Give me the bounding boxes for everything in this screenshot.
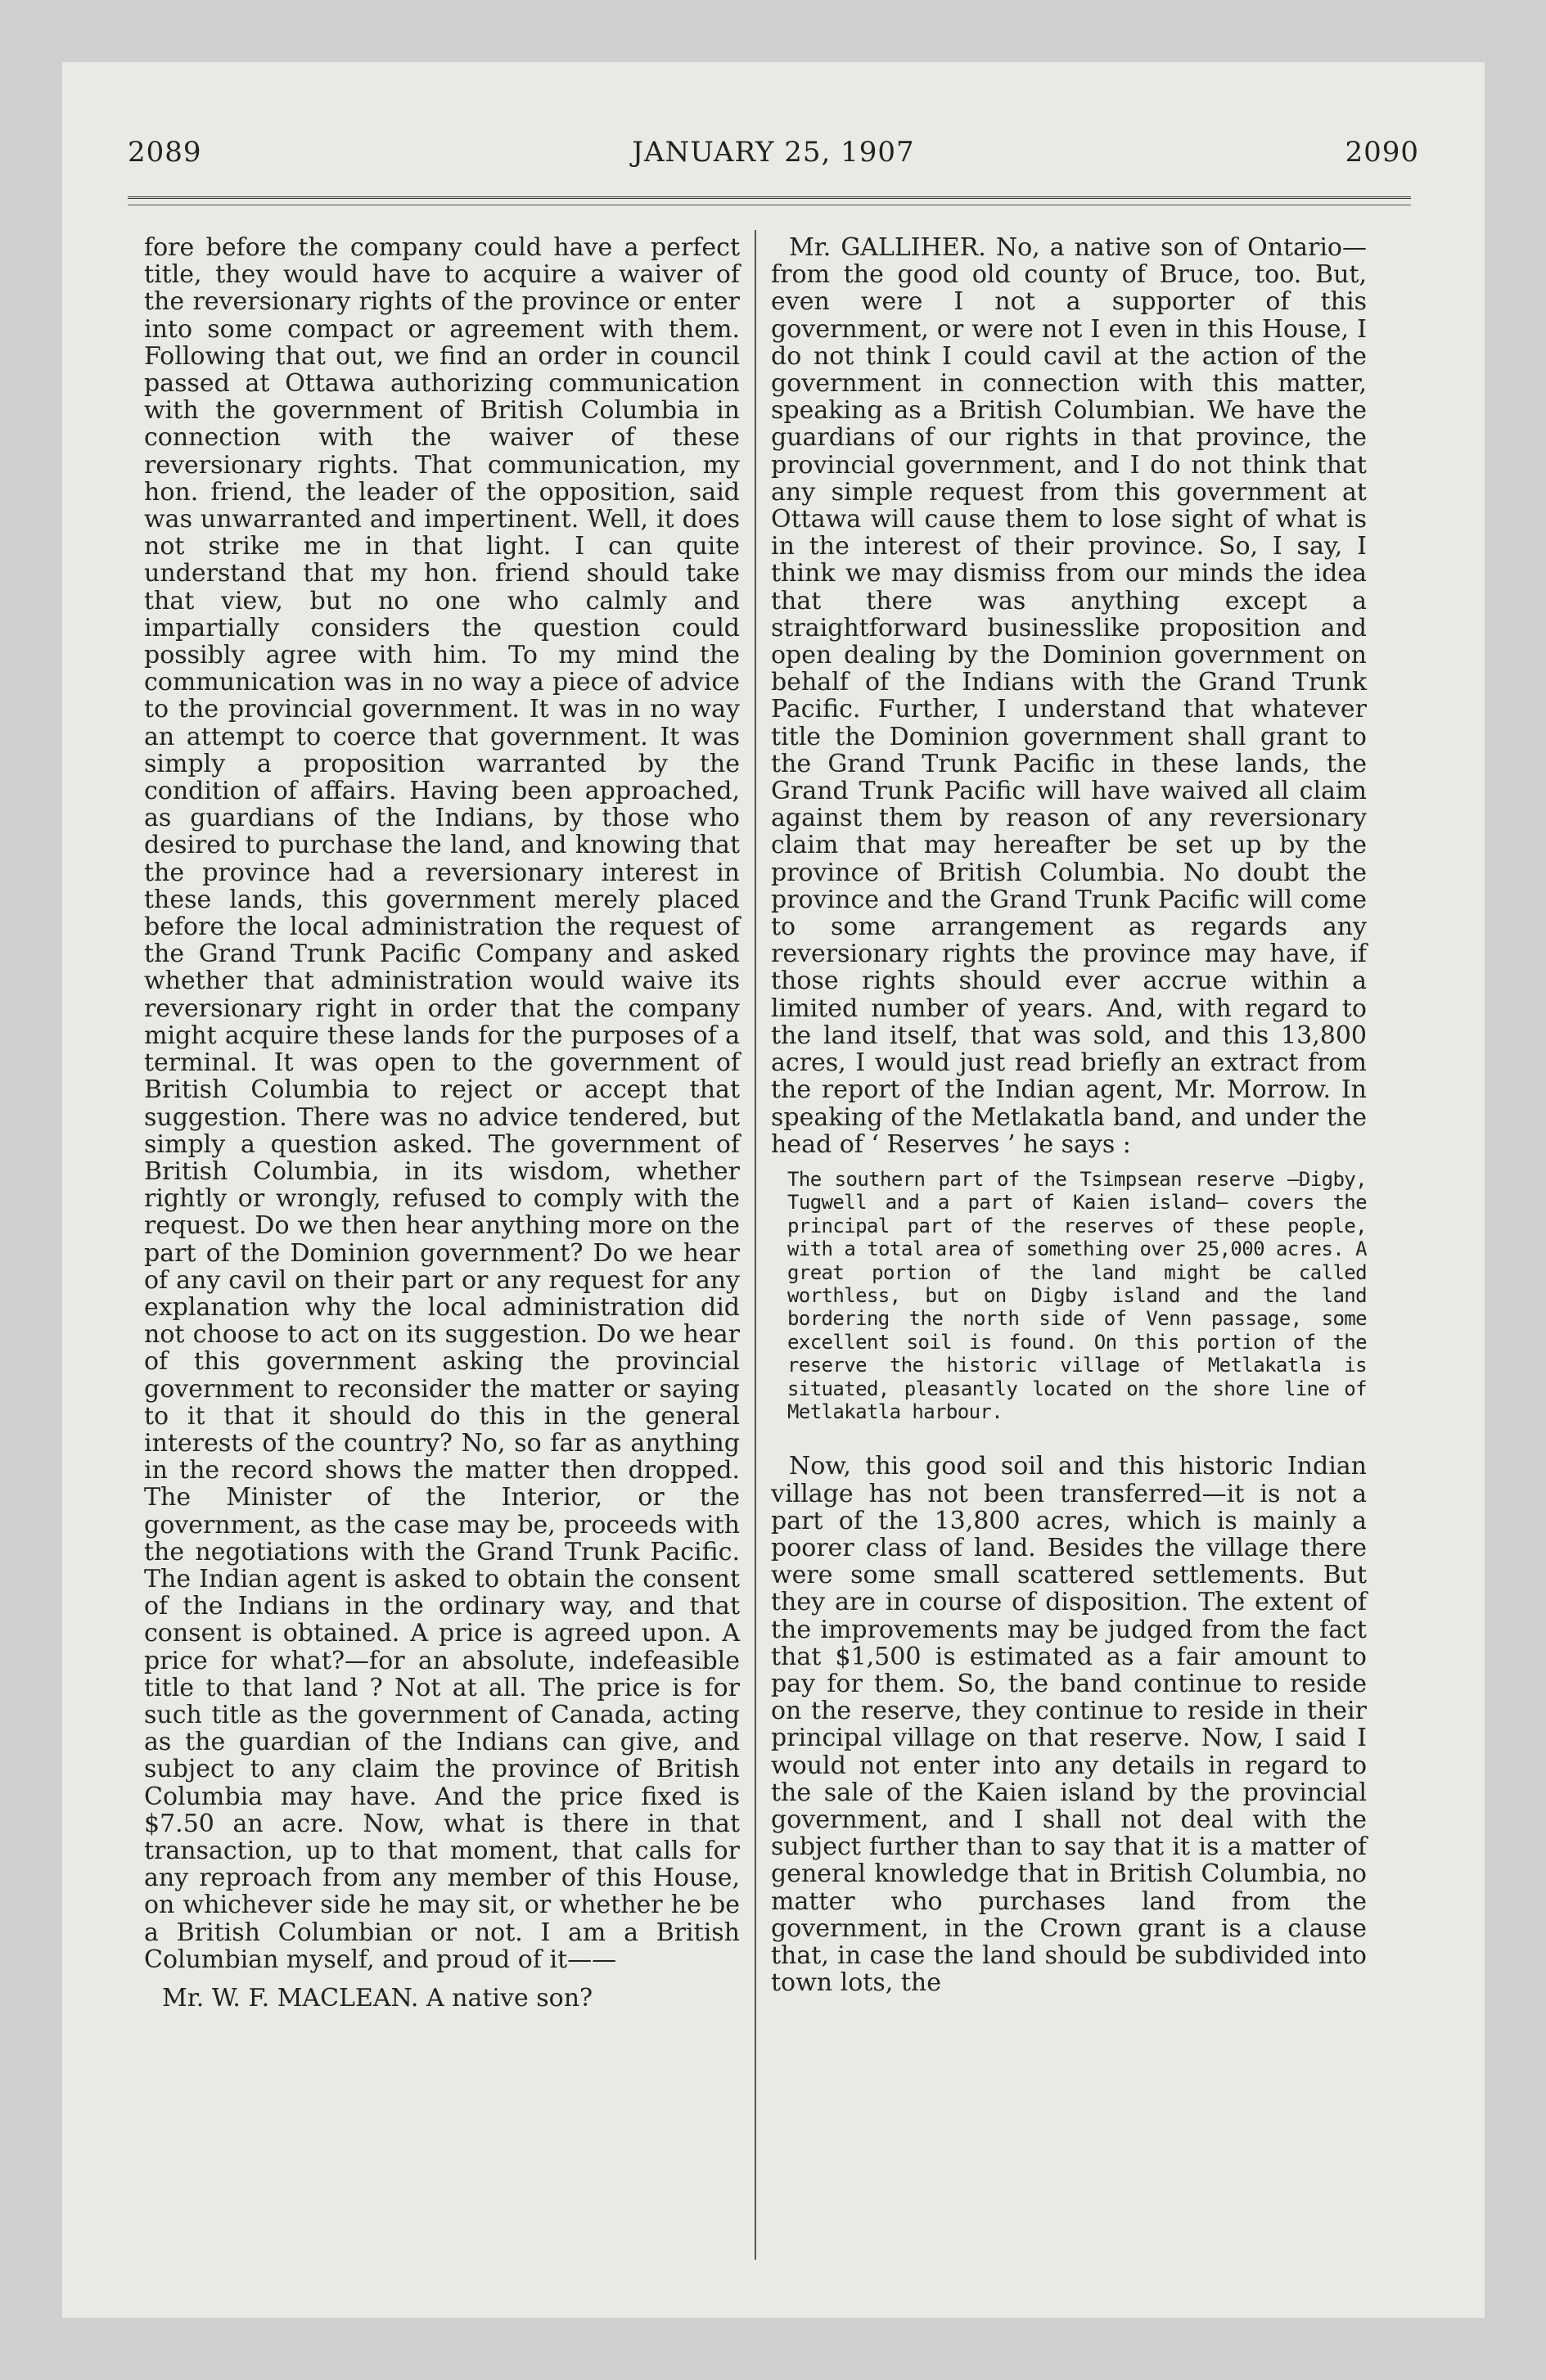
left-column	[144, 234, 740, 2012]
block-quote-report: The southern part of the Tsimpsean reserve —Digby, Tugwell and a part of Kaien island— covers the principal part of the reserves of these people, with a total area of something over 25,000 acres. A great portion of the land might be called worthless, but on Digby island and the land bordering the north side of Venn passage, some excellent soil is found. On this portion of the reserve the historic village of Metlakatla is situated, pleasantly located on the shore line of Metlakatla harbour.	[787, 1167, 1367, 1423]
running-head-date: JANUARY 25, 1907	[632, 136, 915, 169]
interjection-maclean: Mr. W. F. MACLEAN. A native son?	[162, 1984, 593, 2013]
document-page	[62, 62, 1485, 2318]
page-header	[128, 136, 1419, 177]
header-rule-double	[128, 196, 1411, 199]
left-column-body: fore before the company could have a perfect title, they would have to acquire a waiver of the reversionary rights of the province or enter into some compact or agreement with them. Following that out, we find an order in council passed at Ottawa authorizing communication with the government of British Columbia in connection with the waiver of these reversionary rights. That communication, my hon. friend, the leader of the opposition, said was unwarranted and impertinent. Well, it does not strike me in that light. I can quite understand that my hon. friend should take that view, but no one who calmly and impartially considers the question could possibly agree with him. To my mind the communication was in no way a piece of advice to the provincial government. It was in no way an attempt to coerce that government. It was simply a proposition warranted by the condition of affairs. Having been approached, as guardians of the Indians, by those who desired to purchase the land, and knowing that the province had a reversionary interest in these lands, this government merely placed before the local administration the request of the Grand Trunk Pacific Company and asked whether that administration would waive its reversionary right in order that the company might acquire these lands for the purposes of a terminal. It was open to the government of British Columbia to reject or accept that suggestion. There was no advice tendered, but simply a question asked. The government of British Columbia, in its wisdom, whether rightly or wrongly, refused to comply with the request. Do we then hear anything more on the part of the Dominion government? Do we hear of any cavil on their part or any request for any explanation why the local administration did not choose to act on its suggestion. Do we hear of this government asking the provincial government to reconsider the matter or saying to it that it should do this in the general interests of the country? No, so far as anything in the record shows the matter then dropped. The Minister of the Interior, or the government, as the case may be, proceeds with the negotiations with the Grand Trunk Pacific. The Indian agent is asked to obtain the consent of the Indians in the ordinary way, and that consent is obtained. A price is agreed upon. A price for what?—for an absolute, indefeasible title to that land ? Not at all. The price is for such title as the government of Canada, acting as the guardian of the Indians can give, and subject to any claim the province of British Columbia may have. And the price fixed is $7.50 an acre. Now, what is there in that transaction, up to that moment, that calls for any reproach from any member of this House, on whichever side he may sit, or whether he be a British Columbian or not. I am a British Columbian myself, and proud of it——	[144, 233, 740, 1974]
column-divider	[755, 230, 756, 2260]
right-column-continuation: Now, this good soil and this historic Indian village has not been transferred—it is not a part of the 13,800 acres, which is mainly a poorer class of land. Besides the village there were some small scattered settlements. But they are in course of disposition. The extent of the improvements may be judged from the fact that $1,500 is estimated as a fair amount to pay for them. So, the band continue to reside on the reserve, they continue to reside in their principal village on that reserve. Now, I said I would not enter into any details in regard to the sale of the Kaien island by the provincial government, and I shall not deal with the subject further than to say that it is a matter of general knowledge that in British Columbia, no matter who purchases land from the government, in the Crown grant is a clause that, in case the land should be subdivided into town lots, the	[771, 1452, 1367, 1998]
page-number-right: 2090	[1345, 136, 1419, 169]
reply-galliher: Mr. GALLIHER. No, a native son of Ontario—from the good old county of Bruce, too. But, even were I not a supporter of this government, or were not I even in this House, I do not think I could cavil at the action of the government in connection with this matter, speaking as a British Columbian. We have the guardians of our rights in that province, the provincial government, and I do not think that any simple request from this government at Ottawa will cause them to lose sight of what is in the interest of their province. So, I say, I think we may dismiss from our minds the idea that there was anything except a straightforward businesslike proposition and open dealing by the Dominion government on behalf of the Indians with the Grand Trunk Pacific. Further, I understand that whatever title the Dominion government shall grant to the Grand Trunk Pacific in these lands, the Grand Trunk Pacific will have waived all claim against them by reason of any reversionary claim that may hereafter be set up by the province of British Columbia. No doubt the province and the Grand Trunk Pacific will come to some arrangement as regards any reversionary rights the province may have, if those rights should ever accrue within a limited number of years. And, with regard to the land itself, that was sold, and this 13,800 acres, I would just read briefly an extract from the report of the Indian agent, Mr. Morrow. In speaking of the Metlakatla band, and under the head of ‘ Reserves ’ he says :	[771, 233, 1367, 1159]
page-number-left: 2089	[128, 136, 202, 169]
right-column	[771, 234, 1367, 1996]
